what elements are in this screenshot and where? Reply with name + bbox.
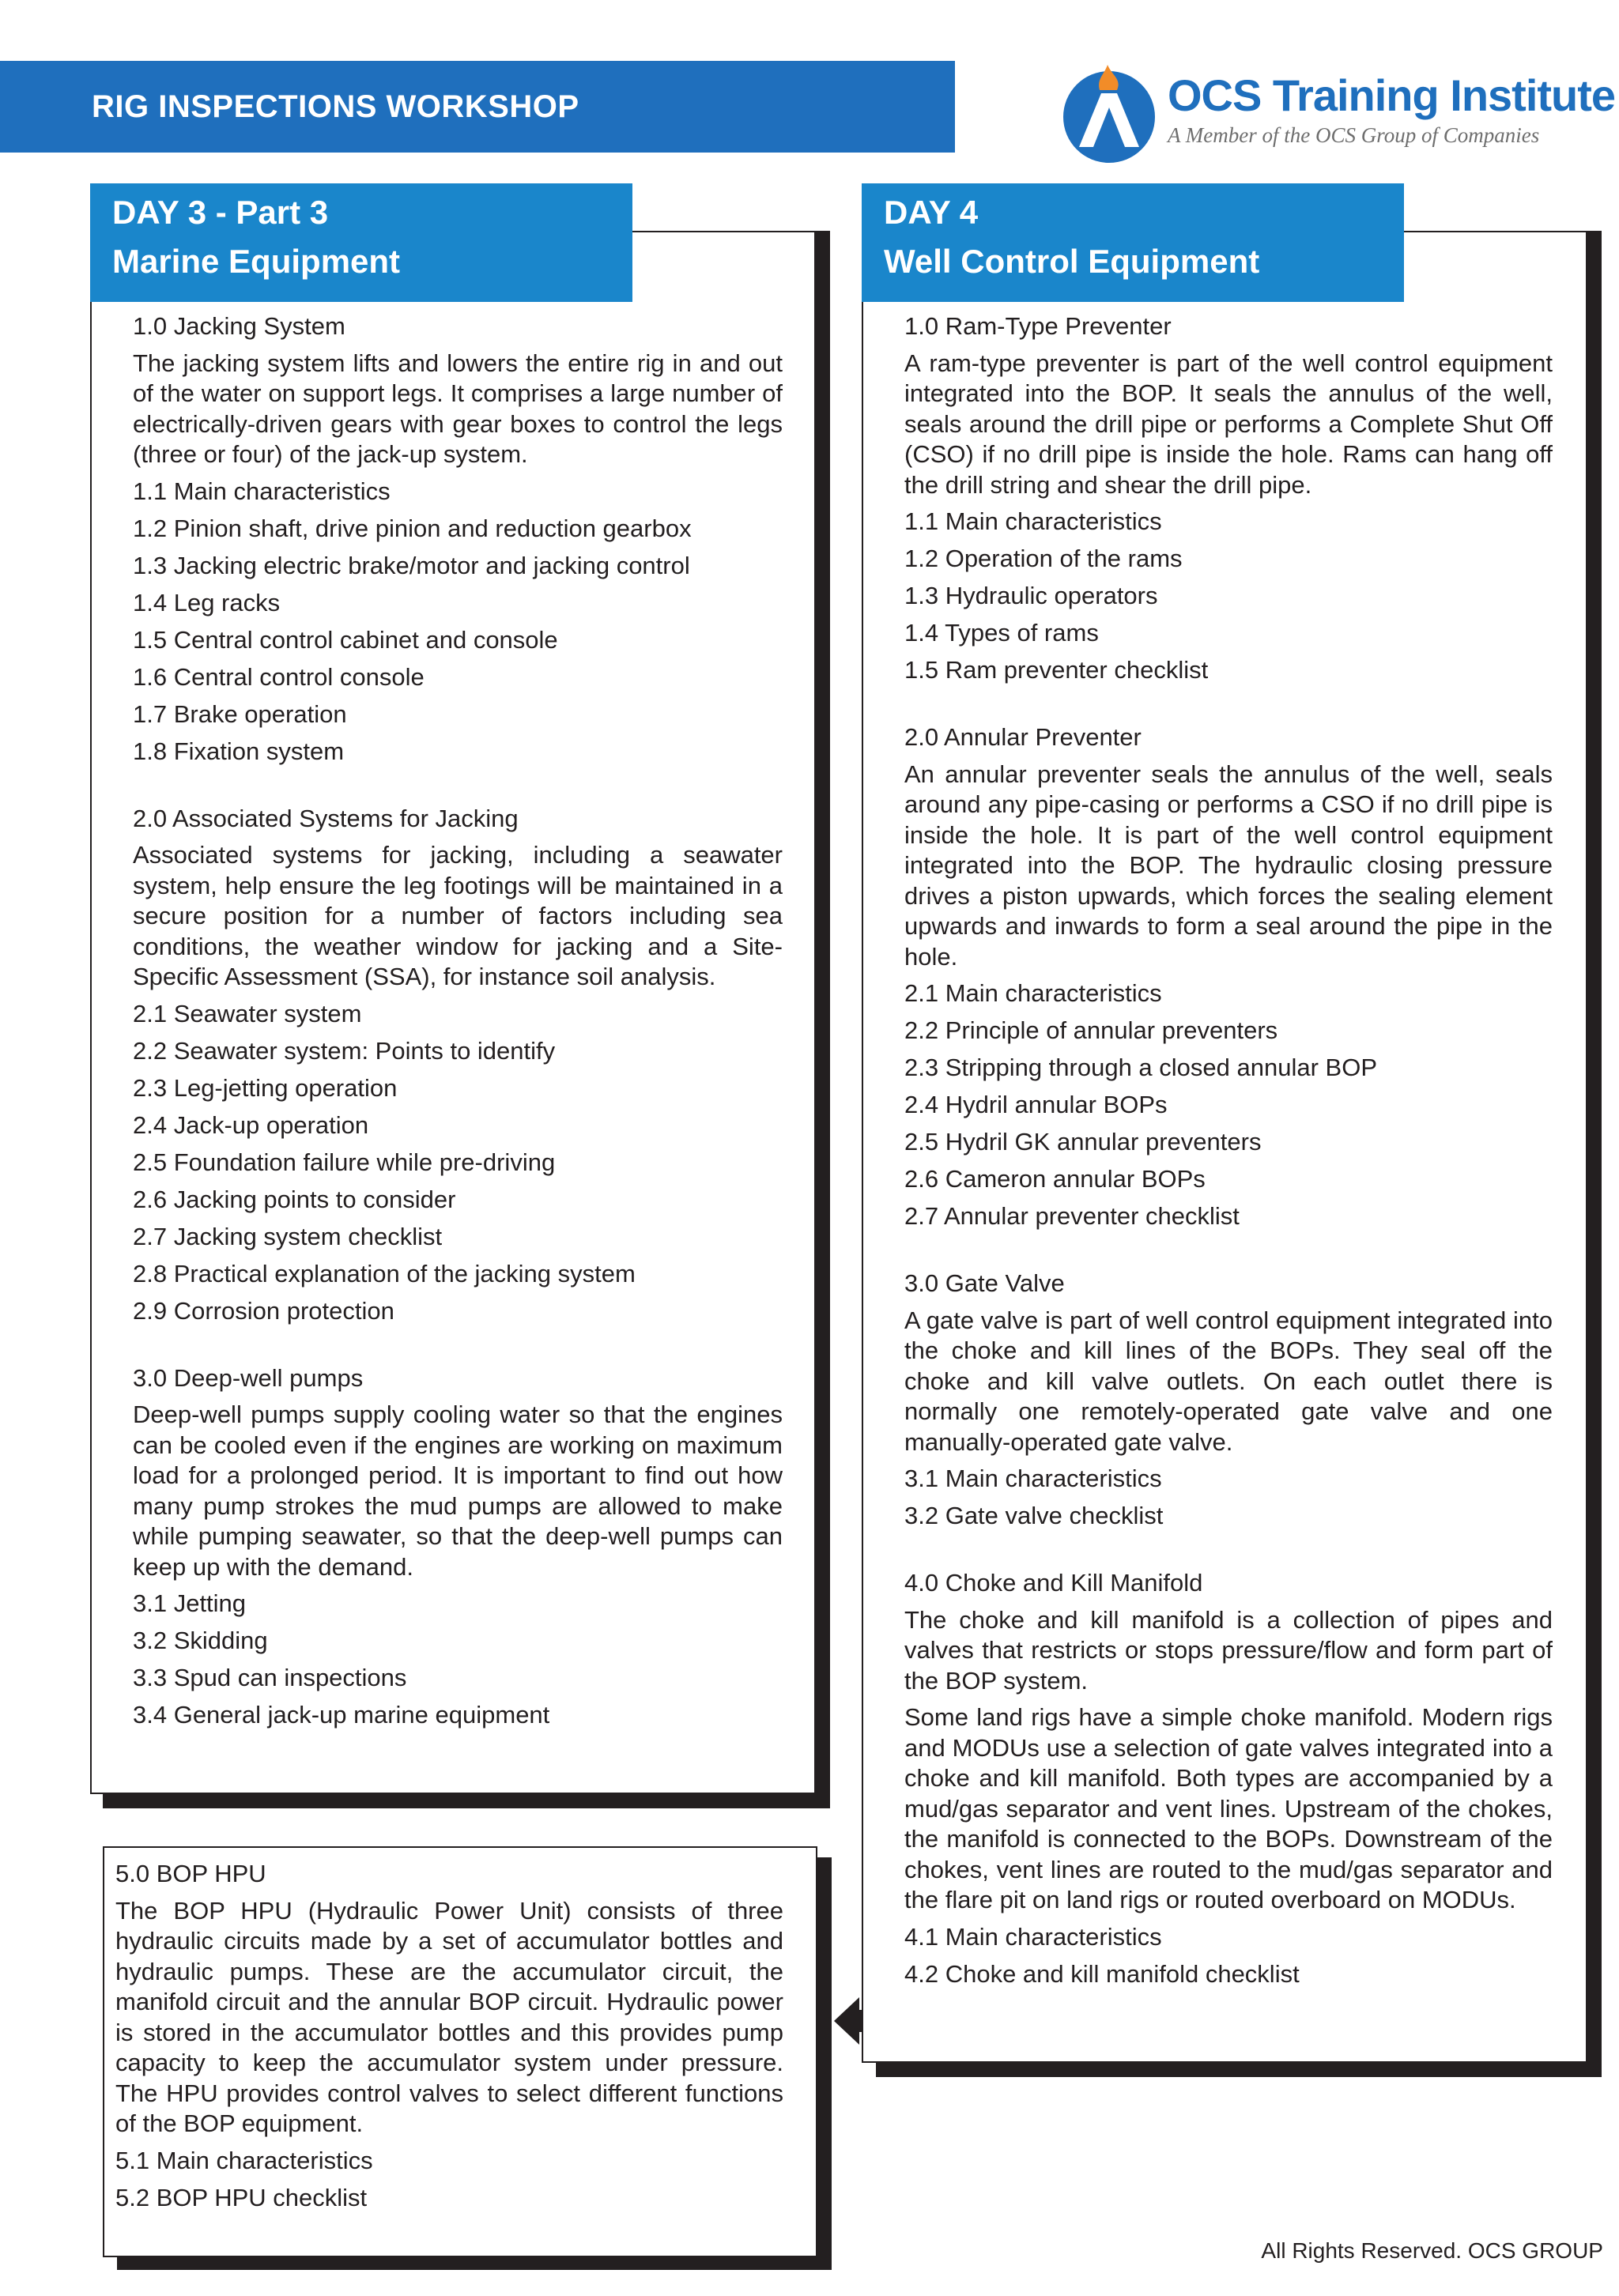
topic-list: [904, 1922, 1553, 1990]
list-item: 1.4 Leg racks: [133, 588, 281, 616]
list-item: 4.2 Choke and kill manifold checklist: [904, 1959, 1300, 1988]
list-item: 3.1 Main characteristics: [904, 1465, 1162, 1492]
page-title: RIG INSPECTIONS WORKSHOP: [92, 89, 579, 124]
list-item: 2.1 Seawater system: [133, 999, 362, 1027]
section-description: Deep-well pumps supply cooling water so that the engines can be cooled even if the engines are working on maximum load for a prolonged period. It is important to find out how many pump strokes the mud pumps are allowed to make while pumping seawater, so that the deep-well pumps can keep up with the demand.: [133, 1401, 783, 1581]
day3-tab-day: DAY 3 - Part 3: [112, 194, 329, 231]
section-description: An annular preventer seals the annulus of the well, seals around any pipe-casing or performs a CSO if no drill pipe is inside the hole. It is part of the well control equipment integrated into the BOP. The hydraulic closing pressure drives a piston upwards, which forces the sealing element upwards and inwards to form a seal around the pipe in the hole.: [904, 760, 1553, 971]
topic-list: [904, 978, 1553, 1232]
section-description: A ram-type preventer is part of the well control equipment integrated into the BOP. It seals the annulus of the well, seals around the drill pipe or performs a Complete Shut Off (CSO) if no drill pipe is inside the hole. Rams can hang off the drill string and shear the drill pipe.: [904, 349, 1553, 499]
topic-list: [904, 507, 1553, 686]
day3-tab-topic: Marine Equipment: [112, 243, 401, 280]
logo-tagline: A Member of the OCS Group of Companies: [1168, 123, 1540, 147]
topic-list: [133, 1589, 783, 1731]
list-item: 1.5 Ram preventer checklist: [904, 656, 1209, 684]
list-item: 1.4 Types of rams: [904, 619, 1099, 647]
section-heading: 2.0 Annular Preventer: [904, 723, 1142, 751]
list-item: 3.1 Jetting: [133, 1589, 247, 1617]
list-item: 1.6 Central control console: [133, 662, 425, 691]
list-item: 1.1 Main characteristics: [133, 477, 391, 505]
section-heading: 4.0 Choke and Kill Manifold: [904, 1569, 1203, 1597]
list-item: 1.7 Brake operation: [133, 699, 347, 728]
section-heading: 5.0 BOP HPU: [115, 1860, 266, 1887]
list-item: 2.7 Annular preventer checklist: [904, 1202, 1240, 1230]
list-item: 3.4 General jack-up marine equipment: [133, 1701, 550, 1729]
section-description: Some land rigs have a simple choke manifold. Modern rigs and MODUs use a selection of gate valves integrated into a choke and kill manifold. Both types are accompanied by a mud/gas separator and vent lines. Upstream of the chokes, the manifold is connected to the BOPs. Downstream of the chokes, vent lines are routed to the mud/gas separator and the flare pit on land rigs or routed overboard on MODUs.: [904, 1703, 1553, 1913]
day4-tab-day: DAY 4: [884, 194, 979, 231]
list-item: 2.8 Practical explanation of the jacking system: [133, 1259, 636, 1287]
header-bar: [0, 61, 955, 153]
list-item: 2.4 Hydril annular BOPs: [904, 1091, 1168, 1118]
day3-tab: [90, 183, 632, 302]
list-item: 3.2 Skidding: [133, 1627, 268, 1654]
list-item: 2.3 Stripping through a closed annular BOP: [904, 1054, 1377, 1081]
list-item: 2.2 Seawater system: Points to identify: [133, 1036, 556, 1065]
list-item: 2.2 Principle of annular preventers: [904, 1016, 1278, 1044]
section-heading: 1.0 Jacking System: [133, 312, 345, 340]
section-description: Associated systems for jacking, including a seawater system, help ensure the leg footings will be maintained in a secure position for a number of factors including sea conditions, the weather window for jacking and a Site-Specific Assessment (SSA), for instance soil analysis.: [133, 841, 783, 990]
topic-list: [133, 999, 783, 1327]
day4-tab: [862, 183, 1404, 302]
topic-list: [115, 2146, 783, 2214]
section-heading: 2.0 Associated Systems for Jacking: [133, 804, 519, 832]
list-item: 2.3 Leg-jetting operation: [133, 1073, 398, 1102]
list-item: 2.7 Jacking system checklist: [133, 1222, 443, 1250]
day4-content: [904, 311, 1553, 1996]
list-item: 3.3 Spud can inspections: [133, 1664, 407, 1691]
list-item: 1.8 Fixation system: [133, 737, 345, 765]
list-item: 1.5 Central control cabinet and console: [133, 625, 558, 654]
list-item: 2.5 Foundation failure while pre-driving: [133, 1148, 556, 1176]
list-item: 3.2 Gate valve checklist: [904, 1502, 1164, 1529]
ocs-logo-icon: [1055, 62, 1174, 164]
list-item: 2.6 Cameron annular BOPs: [904, 1165, 1206, 1193]
list-item: 4.1 Main characteristics: [904, 1922, 1162, 1951]
list-item: 5.1 Main characteristics: [115, 2146, 373, 2174]
list-item: 1.3 Jacking electric brake/motor and jacking control: [133, 551, 690, 579]
topic-list: [904, 1464, 1553, 1532]
topic-list: [133, 477, 783, 767]
section-description: The BOP HPU (Hydraulic Power Unit) consists of three hydraulic circuits made by a set of accumulator bottles and hydraulic pumps. These are the accumulator circuit, the manifold circuit and the annular BOP circuit. Hydraulic power is stored in the accumulator bottles and this provides pump capacity to keep the accumulator system under pressure. The HPU provides control valves to select different functions of the BOP equipment.: [115, 1896, 783, 2137]
list-item: 1.2 Pinion shaft, drive pinion and reduction gearbox: [133, 514, 692, 542]
list-item: 1.1 Main characteristics: [904, 507, 1162, 535]
list-item: 2.5 Hydril GK annular preventers: [904, 1128, 1262, 1156]
logo-name: OCS Training Institute: [1168, 70, 1616, 120]
copyright-footer: All Rights Reserved. OCS GROUP: [1261, 2238, 1603, 2263]
day3-content: [133, 311, 783, 1737]
bop-hpu-content: [115, 1859, 783, 2220]
section-description: The choke and kill manifold is a collection of pipes and valves that restricts or stops pressure/flow and form part of the BOP system.: [904, 1605, 1553, 1695]
list-item: 2.4 Jack-up operation: [133, 1110, 369, 1139]
list-item: 2.9 Corrosion protection: [133, 1296, 394, 1325]
company-logo: [1055, 62, 1616, 164]
list-item: 1.3 Hydraulic operators: [904, 582, 1158, 609]
section-description: A gate valve is part of well control equipment integrated into the choke and kill lines of the BOPs. They seal off the choke and kill valve outlets. On each outlet there is normally one remotely-operated gate valve and one manually-operated gate valve.: [904, 1306, 1553, 1456]
list-item: 2.6 Jacking points to consider: [133, 1185, 456, 1213]
section-description: The jacking system lifts and lowers the entire rig in and out of the water on support legs. It comprises a large number of electrically-driven gears with gear boxes to control the legs (three or four) of the jack-up system.: [133, 349, 783, 468]
list-item: 5.2 BOP HPU checklist: [115, 2183, 368, 2211]
day4-tab-topic: Well Control Equipment: [884, 243, 1260, 280]
section-heading: 3.0 Gate Valve: [904, 1269, 1065, 1297]
section-heading: 3.0 Deep-well pumps: [133, 1363, 364, 1392]
list-item: 2.1 Main characteristics: [904, 979, 1162, 1007]
section-heading: 1.0 Ram-Type Preventer: [904, 312, 1172, 340]
list-item: 1.2 Operation of the rams: [904, 545, 1183, 572]
